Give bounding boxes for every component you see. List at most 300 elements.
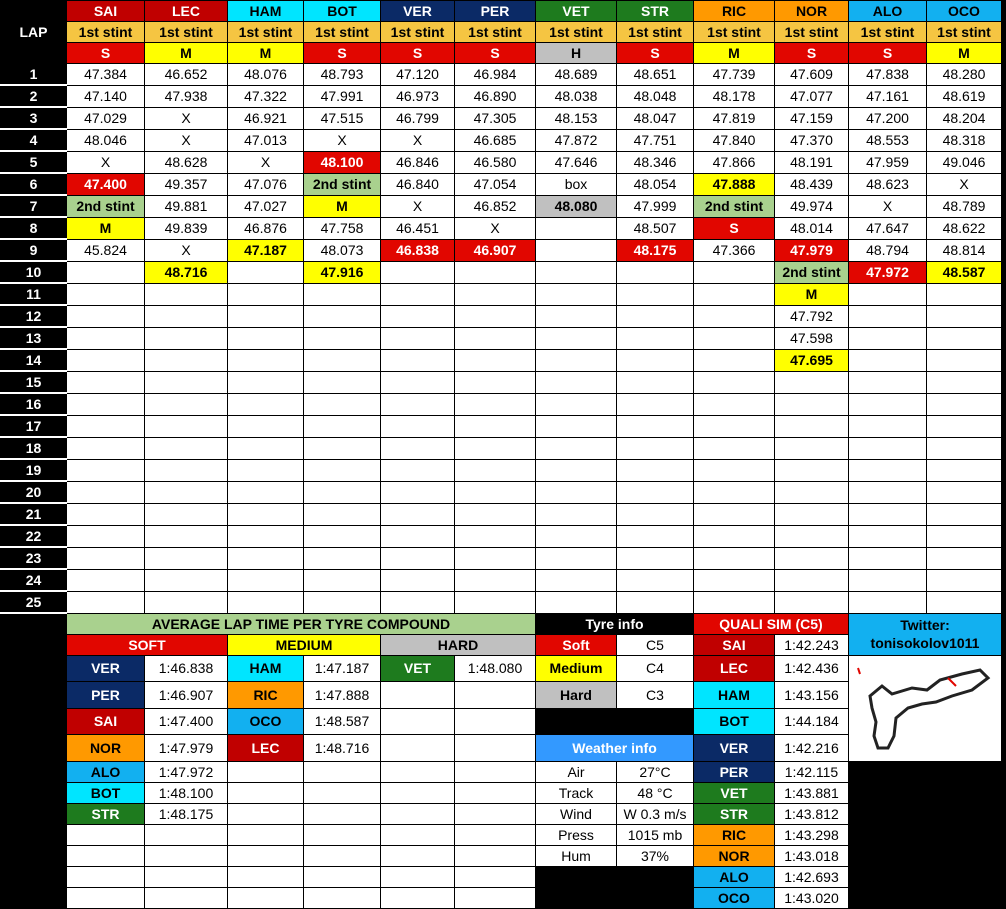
lap-time-nor: M [775,283,849,305]
lap-time-ric [694,481,775,503]
lap-time-str: 48.507 [617,217,694,239]
weather-spacer [536,866,694,908]
lap-time-ham [228,525,304,547]
lap-time-sai: 48.046 [67,129,145,151]
medium-time [304,803,381,824]
medium-label: MEDIUM [228,634,381,655]
lap-time-ver: 46.838 [381,239,455,261]
lap-time-nor: 47.609 [775,64,849,86]
lap-time-alo [849,503,927,525]
lap-time-alo: 47.647 [849,217,927,239]
hard-driver [381,735,455,762]
lap-time-ham [228,305,304,327]
lap-time-per [455,503,536,525]
hard-time [455,782,536,803]
lap-time-ver [381,349,455,371]
lap-time-ver [381,437,455,459]
lap-time-ric [694,547,775,569]
lap-time-oco [927,591,1002,613]
medium-time [304,845,381,866]
lap-time-ver [381,481,455,503]
quali-title: QUALI SIM (C5) [694,613,849,634]
lap-time-ham [228,481,304,503]
lap-time-vet [536,393,617,415]
lap-time-alo: 48.794 [849,239,927,261]
lap-number: 6 [1,173,67,195]
lap-time-alo [849,371,927,393]
lap-time-bot: 47.758 [304,217,381,239]
lap-time-alo [849,591,927,613]
lap-time-nor: 2nd stint [775,261,849,283]
medium-driver: HAM [228,655,304,682]
lap-time-str [617,349,694,371]
hard-time [455,761,536,782]
lap-time-lec [145,415,228,437]
lap-time-sai [67,547,145,569]
compound-per: S [455,43,536,64]
medium-driver [228,761,304,782]
medium-time [304,824,381,845]
lap-time-ham: X [228,151,304,173]
lap-time-oco: 48.280 [927,64,1002,86]
lap-time-nor [775,437,849,459]
lap-time-lec: X [145,129,228,151]
stint-label-alo: 1st stint [849,22,927,43]
track-map-icon [852,656,998,756]
stint-label-bot: 1st stint [304,22,381,43]
tyre-medium: Medium [536,655,617,682]
lap-time-lec [145,459,228,481]
driver-header-str: STR [617,1,694,22]
lap-time-per [455,393,536,415]
lap-time-sai [67,569,145,591]
lap-time-sai: 47.384 [67,64,145,86]
quali-time: 1:42.436 [775,655,849,682]
lap-number: 22 [1,525,67,547]
lap-time-oco [927,371,1002,393]
lap-time-bot: 2nd stint [304,173,381,195]
weather-label: Track [536,782,617,803]
quali-driver-lec: LEC [694,655,775,682]
lap-time-ver: 46.973 [381,85,455,107]
compound-bot: S [304,43,381,64]
lap-time-nor: 47.077 [775,85,849,107]
lap-time-str: 48.346 [617,151,694,173]
lap-time-lec: 49.881 [145,195,228,217]
tyre-spacer [536,708,694,735]
weather-value: W 0.3 m/s [617,803,694,824]
quali-time: 1:43.812 [775,803,849,824]
lap-time-ham [228,327,304,349]
lap-time-per: 46.685 [455,129,536,151]
quali-time: 1:43.881 [775,782,849,803]
soft-driver: VER [67,655,145,682]
lap-time-vet: 47.872 [536,129,617,151]
medium-time: 1:48.716 [304,735,381,762]
lap-time-ham [228,415,304,437]
lap-time-sai: 2nd stint [67,195,145,217]
lap-time-sai [67,481,145,503]
medium-driver [228,845,304,866]
tyre-soft: Soft [536,634,617,655]
lap-time-bot: 48.793 [304,64,381,86]
lap-time-ric [694,261,775,283]
lap-time-bot [304,437,381,459]
hard-driver [381,682,455,709]
lap-time-lec: 49.839 [145,217,228,239]
lap-time-alo [849,349,927,371]
hard-time [455,866,536,887]
hard-driver [381,708,455,735]
lap-number: 12 [1,305,67,327]
lap-time-nor [775,569,849,591]
lap-time-str: 48.054 [617,173,694,195]
lap-time-sai: 47.140 [67,85,145,107]
lap-time-per: 46.890 [455,85,536,107]
soft-driver: STR [67,803,145,824]
lap-time-bot: 47.991 [304,85,381,107]
lap-time-alo: 47.959 [849,151,927,173]
lap-time-alo: 47.838 [849,64,927,86]
soft-time [145,824,228,845]
bottom-left-gutter [1,613,67,908]
twitter-handle[interactable]: tonisokolov1011 [870,635,980,651]
lap-number: 15 [1,371,67,393]
lap-time-ric [694,459,775,481]
stint-label-ver: 1st stint [381,22,455,43]
lap-time-str: 48.047 [617,107,694,129]
lap-time-alo: 47.972 [849,261,927,283]
lap-time-nor [775,503,849,525]
lap-time-bot: 47.916 [304,261,381,283]
medium-driver [228,887,304,908]
lap-time-bot: 48.073 [304,239,381,261]
driver-header-alo: ALO [849,1,927,22]
lap-time-ver [381,327,455,349]
lap-time-lec: 48.716 [145,261,228,283]
lap-number: 20 [1,481,67,503]
lap-time-lec [145,349,228,371]
lap-time-nor: 48.014 [775,217,849,239]
lap-time-oco: 48.587 [927,261,1002,283]
quali-time: 1:42.115 [775,761,849,782]
lap-time-sai [67,503,145,525]
quali-time: 1:44.184 [775,708,849,735]
medium-driver: OCO [228,708,304,735]
lap-time-alo [849,393,927,415]
lap-time-nor [775,591,849,613]
lap-time-alo [849,305,927,327]
lap-number: 10 [1,261,67,283]
hard-label: HARD [381,634,536,655]
lap-time-vet [536,591,617,613]
hard-time [455,708,536,735]
soft-time [145,887,228,908]
lap-time-nor [775,415,849,437]
lap-time-per [455,261,536,283]
lap-time-nor [775,393,849,415]
stint-label-vet: 1st stint [536,22,617,43]
lap-time-ham [228,569,304,591]
lap-time-sai [67,261,145,283]
hard-driver [381,824,455,845]
lap-time-lec [145,569,228,591]
lap-number: 17 [1,415,67,437]
lap-time-sai: M [67,217,145,239]
lap-time-oco: 48.622 [927,217,1002,239]
lap-time-vet [536,283,617,305]
soft-driver [67,824,145,845]
lap-number: 3 [1,107,67,129]
lap-time-nor: 47.159 [775,107,849,129]
soft-driver: NOR [67,735,145,762]
hard-driver [381,803,455,824]
medium-time [304,887,381,908]
driver-header-vet: VET [536,1,617,22]
soft-time: 1:46.838 [145,655,228,682]
compound-ham: M [228,43,304,64]
lap-time-vet: 48.689 [536,64,617,86]
lap-time-str [617,327,694,349]
lap-time-nor: 48.439 [775,173,849,195]
medium-time: 1:47.888 [304,682,381,709]
soft-time: 1:47.400 [145,708,228,735]
medium-driver [228,824,304,845]
lap-time-oco [927,349,1002,371]
lap-time-ham: 47.027 [228,195,304,217]
lap-time-ver [381,371,455,393]
lap-time-str [617,569,694,591]
lap-time-vet: 47.646 [536,151,617,173]
medium-driver [228,866,304,887]
weather-value: 37% [617,845,694,866]
lap-time-bot [304,591,381,613]
lap-number: 7 [1,195,67,217]
lap-time-vet [536,305,617,327]
quali-time: 1:42.243 [775,634,849,655]
lap-time-bot [304,547,381,569]
hard-time [455,735,536,762]
lap-time-per: X [455,217,536,239]
lap-time-ver: X [381,195,455,217]
lap-time-ham [228,393,304,415]
weather-label: Hum [536,845,617,866]
lap-time-ham: 47.322 [228,85,304,107]
quali-driver-ver: VER [694,735,775,762]
weather-title: Weather info [536,735,694,762]
lap-time-lec: 49.357 [145,173,228,195]
lap-time-alo: 47.200 [849,107,927,129]
lap-time-ric: 47.739 [694,64,775,86]
lap-time-sai: X [67,151,145,173]
lap-time-bot [304,349,381,371]
lap-time-ver [381,569,455,591]
quali-driver-vet: VET [694,782,775,803]
lap-time-vet [536,459,617,481]
lap-time-nor: 47.598 [775,327,849,349]
lap-time-per [455,569,536,591]
stint-label-ham: 1st stint [228,22,304,43]
lap-time-str [617,503,694,525]
driver-header-ver: VER [381,1,455,22]
right-black-fill [849,761,1002,908]
tyre-compound-code: C4 [617,655,694,682]
compound-alo: S [849,43,927,64]
lap-time-nor [775,481,849,503]
lap-number: 23 [1,547,67,569]
lap-time-str: 48.048 [617,85,694,107]
lap-time-ric [694,569,775,591]
lap-time-oco: 48.318 [927,129,1002,151]
lap-time-str [617,525,694,547]
driver-header-ric: RIC [694,1,775,22]
lap-time-str [617,371,694,393]
lap-time-bot [304,569,381,591]
lap-time-ver: 46.799 [381,107,455,129]
lap-time-per [455,437,536,459]
lap-time-sai: 45.824 [67,239,145,261]
quali-time: 1:43.298 [775,824,849,845]
stint-label-oco: 1st stint [927,22,1002,43]
lap-time-ver [381,525,455,547]
lap-time-ric: S [694,217,775,239]
lap-number: 9 [1,239,67,261]
quali-driver-bot: BOT [694,708,775,735]
hard-time [455,824,536,845]
quali-driver-alo: ALO [694,866,775,887]
lap-time-oco: X [927,173,1002,195]
soft-time: 1:46.907 [145,682,228,709]
stint-label-per: 1st stint [455,22,536,43]
lap-time-nor [775,547,849,569]
lap-time-alo: 48.553 [849,129,927,151]
lap-number: 14 [1,349,67,371]
soft-time: 1:47.979 [145,735,228,762]
twitter-label: Twitter: [900,617,950,633]
lap-time-lec [145,283,228,305]
lap-time-vet [536,481,617,503]
quali-driver-ham: HAM [694,682,775,709]
lap-time-per [455,415,536,437]
lap-time-ric: 2nd stint [694,195,775,217]
lap-time-vet: 48.038 [536,85,617,107]
lap-time-str: 47.751 [617,129,694,151]
hard-time [455,845,536,866]
lap-time-lec [145,481,228,503]
stint-label-lec: 1st stint [145,22,228,43]
lap-time-str [617,415,694,437]
lap-time-ver [381,503,455,525]
lap-time-nor: 49.974 [775,195,849,217]
lap-time-vet: 48.080 [536,195,617,217]
lap-time-alo: X [849,195,927,217]
lap-time-ham [228,371,304,393]
tyre-info-title: Tyre info [536,613,694,634]
lap-time-ric [694,305,775,327]
driver-header-ham: HAM [228,1,304,22]
lap-time-per [455,305,536,327]
lap-time-per [455,525,536,547]
lap-time-oco [927,305,1002,327]
averages-title: AVERAGE LAP TIME PER TYRE COMPOUND [67,613,536,634]
lap-time-sai [67,459,145,481]
compound-ver: S [381,43,455,64]
lap-time-ham [228,283,304,305]
lap-time-ric [694,437,775,459]
lap-time-ric [694,591,775,613]
lap-time-ver: 46.451 [381,217,455,239]
lap-time-nor: 47.695 [775,349,849,371]
quali-time: 1:43.156 [775,682,849,709]
driver-header-bot: BOT [304,1,381,22]
stint-label-ric: 1st stint [694,22,775,43]
lap-time-bot [304,283,381,305]
lap-time-ver [381,305,455,327]
track-map [849,655,1002,761]
lap-time-ham: 47.187 [228,239,304,261]
lap-time-ver: 46.846 [381,151,455,173]
soft-driver: ALO [67,761,145,782]
stint-label-str: 1st stint [617,22,694,43]
lap-time-sai [67,283,145,305]
driver-header-per: PER [455,1,536,22]
stint-label-nor: 1st stint [775,22,849,43]
quali-driver-per: PER [694,761,775,782]
soft-time: 1:47.972 [145,761,228,782]
soft-time: 1:48.100 [145,782,228,803]
lap-time-ric: 47.866 [694,151,775,173]
lap-time-per: 46.907 [455,239,536,261]
compound-oco: M [927,43,1002,64]
lap-time-vet [536,415,617,437]
lap-time-str [617,437,694,459]
lap-time-ham: 46.921 [228,107,304,129]
lap-time-nor [775,371,849,393]
lap-time-str [617,393,694,415]
lap-time-bot [304,525,381,547]
lap-time-str: 47.999 [617,195,694,217]
lap-time-ric: 47.888 [694,173,775,195]
soft-driver [67,887,145,908]
lap-time-lec: X [145,107,228,129]
lap-time-nor [775,525,849,547]
lap-number: 19 [1,459,67,481]
hard-time [455,803,536,824]
lap-time-oco: 48.814 [927,239,1002,261]
quali-time: 1:43.018 [775,845,849,866]
lap-time-vet [536,327,617,349]
lap-time-ham [228,349,304,371]
lap-header: LAP [1,1,67,64]
lap-time-lec: 48.628 [145,151,228,173]
soft-driver: PER [67,682,145,709]
lap-time-alo [849,415,927,437]
lap-time-per: 46.852 [455,195,536,217]
lap-time-str [617,547,694,569]
compound-vet: H [536,43,617,64]
hard-driver [381,866,455,887]
soft-driver [67,866,145,887]
quali-driver-oco: OCO [694,887,775,908]
lap-time-oco [927,459,1002,481]
lap-time-lec [145,525,228,547]
lap-number: 21 [1,503,67,525]
lap-time-sai [67,305,145,327]
lap-time-vet: box [536,173,617,195]
lap-number: 1 [1,64,67,86]
lap-time-alo [849,459,927,481]
lap-time-vet [536,525,617,547]
